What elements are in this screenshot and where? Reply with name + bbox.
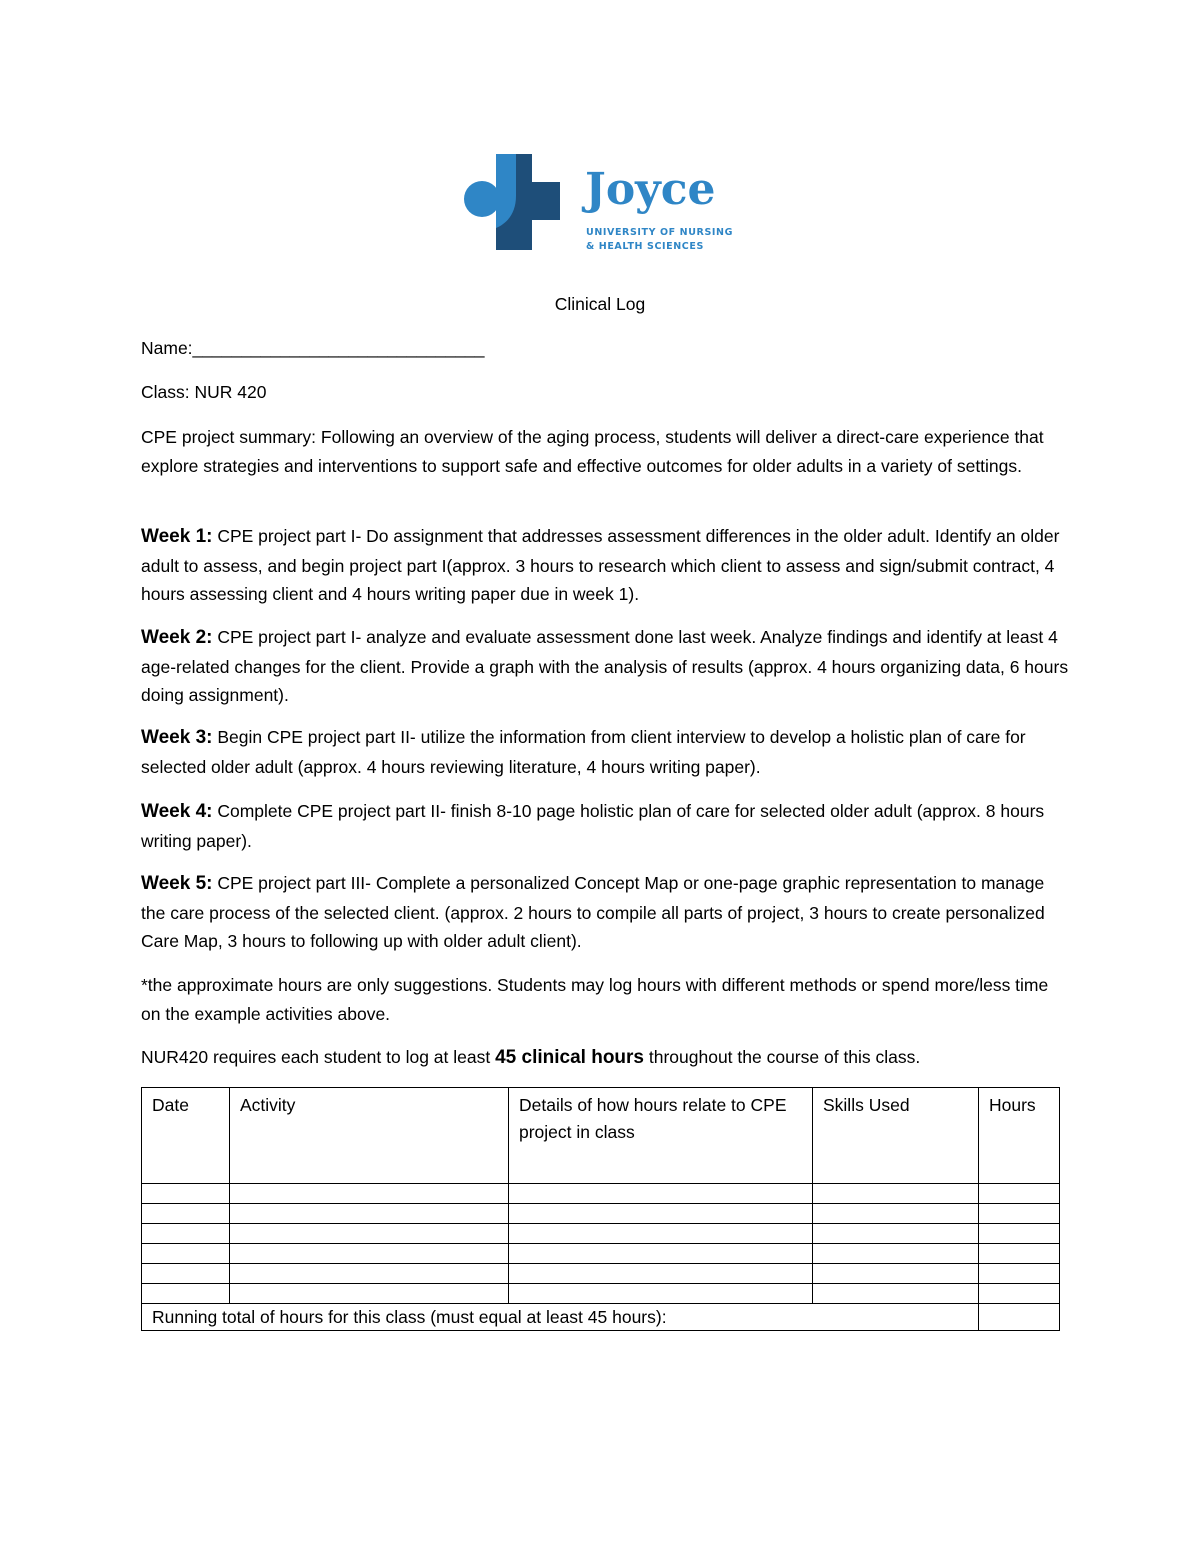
week-4-text: Complete CPE project part II- finish 8-10 page holistic plan of care for selected older adult (approx. 8 hours writing paper). [141,801,1045,851]
details-cell[interactable] [509,1224,813,1244]
week-2-paragraph [141,623,1071,710]
details-cell[interactable] [509,1264,813,1284]
table-row [142,1204,1060,1224]
running-total-row [142,1304,1060,1331]
hours-cell[interactable] [979,1284,1060,1304]
header-details: Details of how hours relate to CPE project in class [509,1088,813,1184]
skills-cell[interactable] [813,1284,979,1304]
activity-cell[interactable] [230,1264,509,1284]
logo-wordmark: Joyce [585,164,716,215]
table-row [142,1184,1060,1204]
table-header-row [142,1088,1060,1184]
requirement-hours: 45 clinical hours [495,1047,644,1068]
date-cell[interactable] [142,1204,230,1224]
requirement-line [141,1043,1071,1073]
week-3-label: Week 3: [141,727,213,748]
week-1-text: CPE project part I- Do assignment that addresses assessment differences in the older adult. Identify an older adult to assess, and begin project part I(approx. 3 hours to research which client to assess and sign/submit contract, 4 hours assessing client and 4 hours writing paper due in week 1). [141,526,1060,604]
week-3-paragraph [141,723,1071,781]
hours-cell[interactable] [979,1184,1060,1204]
table-row [142,1224,1060,1244]
table-row [142,1264,1060,1284]
activity-cell[interactable] [230,1224,509,1244]
details-cell[interactable] [509,1204,813,1224]
week-4-paragraph [141,797,1071,855]
header-skills: Skills Used [813,1088,979,1184]
week-4-label: Week 4: [141,801,213,822]
requirement-text-after: throughout the course of this class. [644,1047,921,1067]
date-cell[interactable] [142,1284,230,1304]
university-logo [462,152,732,254]
running-total-label: Running total of hours for this class (must equal at least 45 hours): [142,1304,979,1331]
header-date: Date [142,1088,230,1184]
skills-cell[interactable] [813,1224,979,1244]
week-1-label: Week 1: [141,526,213,547]
week-3-text: Begin CPE project part II- utilize the information from client interview to develop a holistic plan of care for selected older adult (approx. 4 hours reviewing literature, 4 hours writing paper). [141,727,1026,777]
week-1-paragraph [141,522,1071,609]
running-total-hours-cell[interactable] [979,1304,1060,1331]
logo-subtitle-line1: UNIVERSITY OF NURSING [586,227,733,238]
class-line: Class: NUR 420 [141,382,267,402]
logo-subtitle-line2: & HEALTH SCIENCES [586,241,704,252]
week-2-text: CPE project part I- analyze and evaluate assessment done last week. Analyze findings and identify at least 4 age-related changes for the client. Provide a graph with the analysis of results (approx. 4 hours organizing data, 6 hours doing assignment). [141,627,1069,705]
date-cell[interactable] [142,1244,230,1264]
week-5-paragraph [141,869,1071,956]
hours-cell[interactable] [979,1264,1060,1284]
activity-cell[interactable] [230,1204,509,1224]
week-5-text: CPE project part III- Complete a personalized Concept Map or one-page graphic representation to manage the care process of the selected client. (approx. 2 hours to compile all parts of project, 3 hours to create personalized Care Map, 3 hours to following up with older adult client). [141,873,1045,951]
skills-cell[interactable] [813,1184,979,1204]
details-cell[interactable] [509,1284,813,1304]
activity-cell[interactable] [230,1284,509,1304]
activity-cell[interactable] [230,1184,509,1204]
header-activity: Activity [230,1088,509,1184]
hours-cell[interactable] [979,1204,1060,1224]
project-summary: CPE project summary: Following an overview of the aging process, students will deliver a direct-care experience that explore strategies and interventions to support safe and effective outcomes for older adults in a variety of settings. [141,427,1044,476]
date-cell[interactable] [142,1184,230,1204]
table-row [142,1284,1060,1304]
document-title: Clinical Log [554,294,646,314]
details-cell[interactable] [509,1244,813,1264]
skills-cell[interactable] [813,1204,979,1224]
hours-cell[interactable] [979,1244,1060,1264]
activity-cell[interactable] [230,1244,509,1264]
logo-cross-icon [462,152,572,254]
date-cell[interactable] [142,1224,230,1244]
clinical-log-table [141,1087,1060,1331]
header-hours: Hours [979,1088,1060,1184]
name-field[interactable]: Name:______________________________ [141,338,485,358]
skills-cell[interactable] [813,1264,979,1284]
table-row [142,1244,1060,1264]
week-2-label: Week 2: [141,627,213,648]
week-5-label: Week 5: [141,873,213,894]
date-cell[interactable] [142,1264,230,1284]
requirement-text-before: NUR420 requires each student to log at least [141,1047,496,1067]
hours-note: *the approximate hours are only suggestions. Students may log hours with different methods or spend more/less time on the example activities above. [141,975,1049,1024]
hours-cell[interactable] [979,1224,1060,1244]
details-cell[interactable] [509,1184,813,1204]
skills-cell[interactable] [813,1244,979,1264]
